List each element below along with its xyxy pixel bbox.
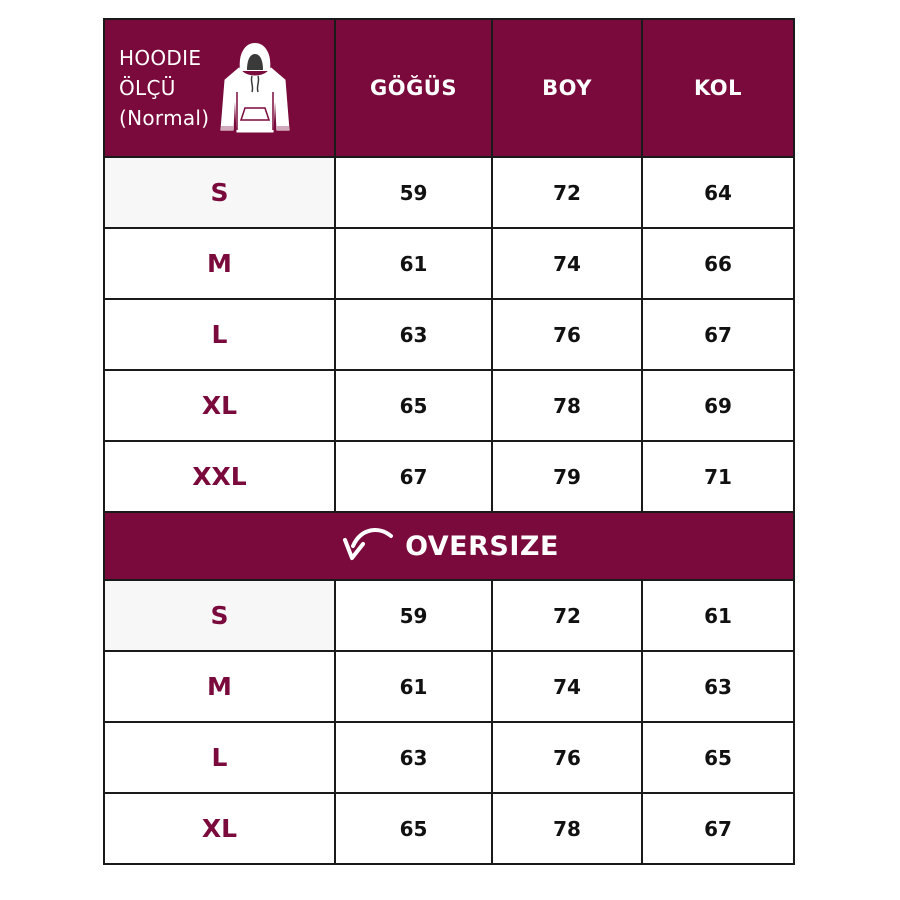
kol-value: 64 xyxy=(641,158,793,227)
gogus-value: 63 xyxy=(334,723,491,792)
kol-value: 71 xyxy=(641,442,793,511)
table-title xyxy=(119,43,209,133)
size-label: M xyxy=(207,249,232,278)
table-row xyxy=(105,579,793,650)
table-row xyxy=(105,227,793,298)
table-row xyxy=(105,156,793,227)
gogus-value: 59 xyxy=(334,581,491,650)
size-chart-table xyxy=(103,18,795,865)
size-label: L xyxy=(211,743,228,772)
gogus-value: 65 xyxy=(334,371,491,440)
oversize-section-header xyxy=(105,511,793,579)
gogus-value: 63 xyxy=(334,300,491,369)
kol-value: 69 xyxy=(641,371,793,440)
size-label: M xyxy=(207,672,232,701)
table-title-cell xyxy=(105,20,334,156)
column-header-kol: KOL xyxy=(641,20,793,156)
gogus-value: 65 xyxy=(334,794,491,863)
column-header-boy: BOY xyxy=(491,20,641,156)
title-line-1: HOODIE xyxy=(119,46,202,70)
size-label: XXL xyxy=(192,462,247,491)
gogus-value: 61 xyxy=(334,229,491,298)
kol-value: 61 xyxy=(641,581,793,650)
boy-value: 74 xyxy=(491,229,641,298)
size-label: L xyxy=(211,320,228,349)
gogus-value: 59 xyxy=(334,158,491,227)
curved-arrow-icon xyxy=(339,524,395,568)
kol-value: 67 xyxy=(641,300,793,369)
table-row xyxy=(105,440,793,511)
kol-value: 66 xyxy=(641,229,793,298)
table-row xyxy=(105,721,793,792)
table-row xyxy=(105,792,793,863)
boy-value: 72 xyxy=(491,581,641,650)
boy-value: 79 xyxy=(491,442,641,511)
gogus-value: 67 xyxy=(334,442,491,511)
size-label: S xyxy=(105,581,334,650)
table-row xyxy=(105,650,793,721)
boy-value: 72 xyxy=(491,158,641,227)
kol-value: 67 xyxy=(641,794,793,863)
table-header xyxy=(105,20,793,156)
size-label: XL xyxy=(201,391,238,420)
kol-value: 63 xyxy=(641,652,793,721)
boy-value: 76 xyxy=(491,723,641,792)
size-label: S xyxy=(105,158,334,227)
column-header-gogus: GÖĞÜS xyxy=(334,20,491,156)
hoodie-icon xyxy=(217,40,293,136)
boy-value: 74 xyxy=(491,652,641,721)
kol-value: 65 xyxy=(641,723,793,792)
table-row xyxy=(105,298,793,369)
boy-value: 78 xyxy=(491,794,641,863)
title-line-3: (Normal) xyxy=(119,106,210,130)
size-label: XL xyxy=(201,814,238,843)
gogus-value: 61 xyxy=(334,652,491,721)
boy-value: 76 xyxy=(491,300,641,369)
oversize-label: OVERSIZE xyxy=(405,530,559,562)
title-line-2: ÖLÇÜ xyxy=(119,76,176,100)
boy-value: 78 xyxy=(491,371,641,440)
table-row xyxy=(105,369,793,440)
